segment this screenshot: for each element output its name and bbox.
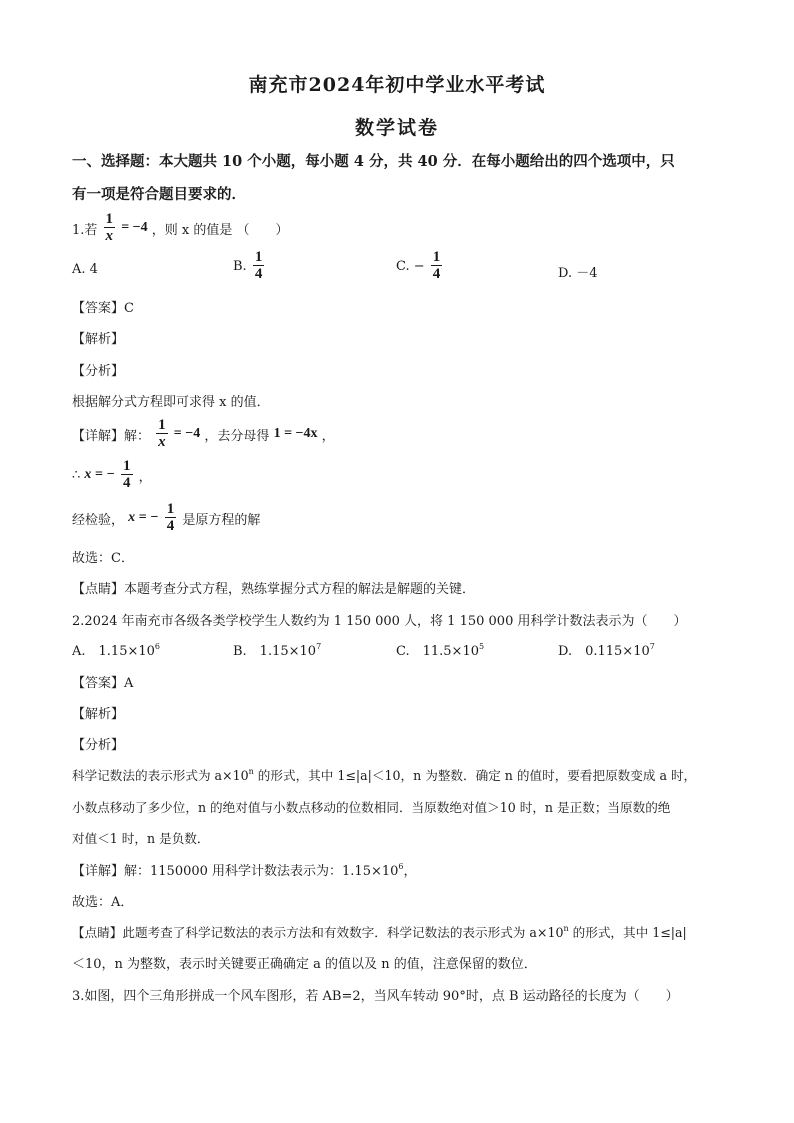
q2-stem: 2.2024 年南充市各级各类学校学生人数约为 1 150 000 人，将 1 150 000 用科学计数法表示为（ ） bbox=[72, 614, 687, 629]
exam-title: 南充市2024年初中学业水平考试 bbox=[248, 74, 546, 96]
q2-answer: 【答案】A bbox=[72, 676, 134, 691]
q1-fraction bbox=[104, 212, 116, 244]
q1-frac-num: 1 bbox=[105, 211, 114, 227]
answer-value: C bbox=[124, 301, 134, 316]
q1-option-b: B. $\frac{1}{4}$ bbox=[233, 249, 263, 282]
q1-therefore: ∴ x = − $\frac{1}{4}$ ， bbox=[72, 458, 152, 491]
q2-choose: 故选：A． bbox=[72, 895, 134, 910]
q1-prefix: 1.若 bbox=[72, 222, 98, 238]
q2-analysis-line1: 科学记数法的表示形式为 $a\times 10^n$ 的形式，其中 1≤|a|＜10，n 为整数．确定 n 的值时，要看把原数变成 a 时， bbox=[72, 767, 697, 783]
q1-suffix: ，则 x 的值是 （ ） bbox=[151, 222, 289, 238]
q1-choose: 故选：C． bbox=[72, 551, 134, 566]
q1-fenxi: 【分析】 bbox=[72, 364, 125, 379]
q2-option-c: C. $11.5\times 10^5$ bbox=[396, 642, 485, 659]
q1-frac-den: x bbox=[105, 228, 114, 244]
q2-analysis-line2: 小数点移动了多少位，n 的绝对值与小数点移动的位数相同．当原数绝对值＞10 时，n 是正数；当原数的绝 bbox=[72, 800, 671, 815]
q2-detail: 【详解】解：1150000 用科学计数法表示为：$1.15\times 10^6$， bbox=[72, 862, 417, 879]
section-heading-line2: 有一项是符合题目要求的． bbox=[72, 186, 246, 203]
q3-stem: 3.如图，四个三角形拼成一个风车图形，若 AB=2，当风车转动 90°时，点 B 运动路径的长度为（ ） bbox=[72, 989, 679, 1004]
exam-subtitle: 数学试卷 bbox=[354, 117, 439, 139]
q2-option-b: B. $1.15\times 10^7$ bbox=[233, 642, 322, 659]
q2-comment-line2: ＜10，n 为整数，表示时关键要正确确定 a 的值以及 n 的值，注意保留的数位． bbox=[72, 957, 537, 972]
q1-detail: 【详解】解： $\frac{1}{x}$ = −4 ，去分母得 1 = −4x ， bbox=[72, 417, 335, 450]
q2-jiexi: 【解析】 bbox=[72, 707, 125, 722]
q1-comment: 【点睛】本题考查分式方程，熟练掌握分式方程的解法是解题的关键． bbox=[72, 582, 476, 597]
q1-analysis: 根据解分式方程即可求得 x 的值． bbox=[72, 395, 270, 410]
q1-option-a: A. 4 bbox=[72, 262, 98, 277]
q1-check: 经检验， x = − $\frac{1}{4}$ 是原方程的解 bbox=[72, 501, 261, 534]
q2-analysis-line3: 对值＜1 时，n 是负数． bbox=[72, 831, 210, 846]
q1-eq: = −4 bbox=[121, 220, 148, 235]
section-heading-line1: 一、选择题：本大题共 10 个小题，每小题 4 分，共 40 分．在每小题给出的四个选项中，只 bbox=[72, 153, 675, 170]
q2-option-d: D. $0.115\times 10^7$ bbox=[558, 642, 655, 659]
q2-fenxi: 【分析】 bbox=[72, 738, 125, 753]
q2-option-a: A. $1.15\times 10^6$ bbox=[72, 642, 160, 659]
q1-jiexi: 【解析】 bbox=[72, 332, 125, 347]
q1-option-d: D. －4 bbox=[558, 266, 598, 281]
q1-stem bbox=[72, 212, 289, 244]
q1-option-c: C. − $\frac{1}{4}$ bbox=[396, 249, 441, 282]
q2-comment-line1: 【点睛】此题考查了科学记数法的表示方法和有效数字．科学记数法的表示形式为 $a\times 10^n$ 的形式，其中 1≤|a| bbox=[72, 924, 687, 940]
q1-answer bbox=[72, 297, 134, 316]
answer-tag: 【答案】 bbox=[72, 301, 125, 316]
